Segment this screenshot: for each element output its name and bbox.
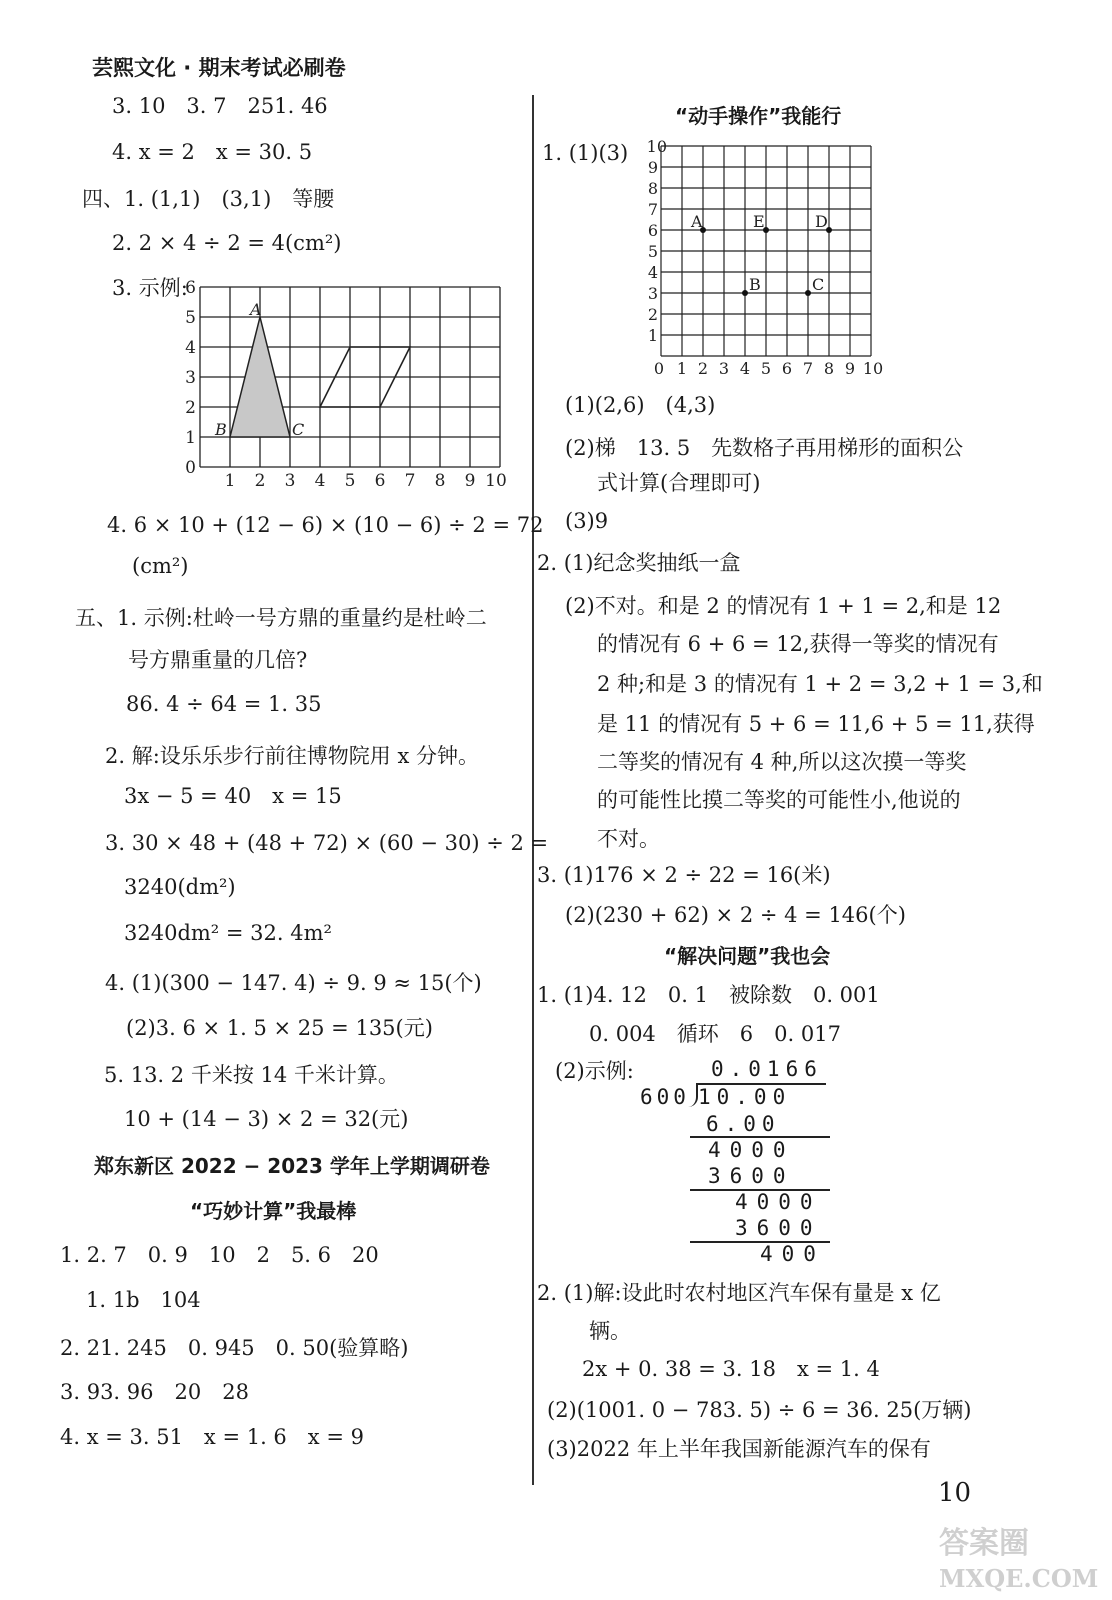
y-tick: 4 xyxy=(647,263,658,282)
answer-line: 的可能性比摸二等奖的可能性小,他说的 xyxy=(597,788,961,812)
y-tick: 1 xyxy=(185,428,196,448)
answer-line: 3. (1)176 × 2 ÷ 22 = 16(米) xyxy=(537,863,831,887)
point-label: E xyxy=(753,212,765,231)
point-label: D xyxy=(815,212,828,231)
division-step: 400 xyxy=(760,1242,825,1266)
x-tick: 2 xyxy=(254,471,266,491)
answer-line: 2. 解:设乐乐步行前往博物院用 x 分钟。 xyxy=(105,744,479,768)
answer-line: (3)2022 年上半年我国新能源汽车的保有 xyxy=(547,1437,931,1461)
answer-line: 3. 10 3. 7 251. 46 xyxy=(112,94,328,118)
x-tick: 1 xyxy=(224,471,236,491)
point-label: C xyxy=(812,275,825,294)
x-tick: 6 xyxy=(374,471,386,491)
long-division xyxy=(640,1055,840,1270)
section-title: 郑东新区 2022 − 2023 学年上学期调研卷 xyxy=(94,1154,490,1178)
answer-line: 3240dm² = 32. 4m² xyxy=(124,921,332,945)
division-step: 10.00 xyxy=(698,1085,792,1109)
division-step: 4000 xyxy=(708,1138,795,1162)
y-tick: 3 xyxy=(647,284,658,303)
answer-line: 四、1. (1,1) (3,1) 等腰 xyxy=(82,187,335,211)
y-tick: 2 xyxy=(185,398,196,418)
divisor: 600 xyxy=(640,1085,690,1109)
answer-line: 2. 21. 245 0. 945 0. 50(验算略) xyxy=(60,1336,409,1360)
answer-line: 号方鼎重量的几倍? xyxy=(128,648,308,672)
answer-line: 4. (1)(300 − 147. 4) ÷ 9. 9 ≈ 15(个) xyxy=(105,971,482,995)
x-tick: 5 xyxy=(344,471,356,491)
answer-line: 1. 1b 104 xyxy=(86,1288,201,1312)
x-tick: 8 xyxy=(823,359,835,378)
answer-line: 2. (1)纪念奖抽纸一盒 xyxy=(537,551,741,575)
y-tick: 1 xyxy=(647,326,658,345)
coordinate-grid-2 xyxy=(645,135,890,380)
answer-line: 2x + 0. 38 = 3. 18 x = 1. 4 xyxy=(582,1357,880,1381)
x-tick: 0 xyxy=(653,359,665,378)
answer-line: 1. (1)(3) xyxy=(542,141,629,165)
answer-line: 3. 93. 96 20 28 xyxy=(60,1380,249,1404)
answer-line: 10 + (14 − 3) × 2 = 32(元) xyxy=(124,1107,409,1131)
watermark-text: 答案圈 xyxy=(939,1526,1029,1561)
point-label: B xyxy=(749,275,761,294)
answer-line: 式计算(合理即可) xyxy=(597,471,761,495)
answer-line: 二等奖的情况有 4 种,所以这次摸一等奖 xyxy=(597,750,967,774)
x-tick: 5 xyxy=(760,359,772,378)
y-tick: 10 xyxy=(646,137,667,156)
x-tick: 9 xyxy=(844,359,856,378)
answer-line: 五、1. 示例:杜岭一号方鼎的重量约是杜岭二 xyxy=(75,606,487,630)
section-title: “动手操作”我能行 xyxy=(675,104,842,128)
answer-line: 3. 示例: xyxy=(112,276,188,300)
division-step: 3600 xyxy=(708,1164,795,1188)
answer-line: 4. x = 2 x = 30. 5 xyxy=(112,140,313,164)
answer-line: 86. 4 ÷ 64 = 1. 35 xyxy=(126,692,322,716)
page-number: 10 xyxy=(938,1478,972,1508)
quotient: 0.0166 xyxy=(711,1057,823,1081)
page-header: 芸熙文化 · 期末考试必刷卷 xyxy=(92,56,346,80)
x-tick: 10 xyxy=(862,359,884,378)
answer-line: 2. 2 × 4 ÷ 2 = 4(cm²) xyxy=(112,231,342,255)
y-tick: 2 xyxy=(647,305,658,324)
answer-line: 0. 004 循环 6 0. 017 xyxy=(589,1022,841,1046)
division-step: 3600 xyxy=(735,1216,822,1240)
x-tick: 6 xyxy=(781,359,793,378)
x-tick: 4 xyxy=(739,359,751,378)
answer-line: 辆。 xyxy=(589,1319,631,1343)
watermark-url: MXQE.COM xyxy=(939,1564,1099,1593)
answer-line: (3)9 xyxy=(565,509,609,533)
answer-line: 5. 13. 2 千米按 14 千米计算。 xyxy=(104,1063,399,1087)
x-tick: 2 xyxy=(697,359,709,378)
y-tick: 8 xyxy=(647,179,658,198)
y-tick: 6 xyxy=(185,278,196,298)
answer-line: (2)3. 6 × 1. 5 × 25 = 135(元) xyxy=(126,1016,433,1040)
x-tick: 10 xyxy=(485,471,507,491)
point-c xyxy=(805,290,811,296)
point-label: B xyxy=(215,420,227,439)
coordinate-grid-1 xyxy=(170,275,515,495)
x-tick: 3 xyxy=(284,471,296,491)
point-b xyxy=(742,290,748,296)
answer-line: 是 11 的情况有 5 + 6 = 11,6 + 5 = 11,获得 xyxy=(597,712,1035,736)
section-title: “巧妙计算”我最棒 xyxy=(190,1199,357,1223)
y-tick: 9 xyxy=(647,158,658,177)
y-tick: 7 xyxy=(647,200,658,219)
answer-line: (2)(1001. 0 − 783. 5) ÷ 6 = 36. 25(万辆) xyxy=(547,1398,972,1422)
answer-line: (2)梯 13. 5 先数格子再用梯形的面积公 xyxy=(565,436,964,460)
answer-line: (cm²) xyxy=(132,554,189,578)
y-tick: 4 xyxy=(185,338,196,358)
x-tick: 9 xyxy=(464,471,476,491)
column-divider xyxy=(532,95,534,1485)
answer-line: (2)不对。和是 2 的情况有 1 + 1 = 2,和是 12 xyxy=(565,594,1002,618)
answer-line: 4. 6 × 10 + (12 − 6) × (10 − 6) ÷ 2 = 72 xyxy=(107,513,544,537)
x-tick: 4 xyxy=(314,471,326,491)
answer-line: 3. 30 × 48 + (48 + 72) × (60 − 30) ÷ 2 = xyxy=(105,831,549,855)
y-tick: 3 xyxy=(185,368,196,388)
answer-line: 1. (1)4. 12 0. 1 被除数 0. 001 xyxy=(537,983,880,1007)
x-tick: 1 xyxy=(676,359,688,378)
answer-line: 1. 2. 7 0. 9 10 2 5. 6 20 xyxy=(60,1243,379,1267)
x-tick: 7 xyxy=(802,359,814,378)
y-tick: 5 xyxy=(647,242,658,261)
x-tick: 3 xyxy=(718,359,730,378)
answer-line: 2. (1)解:设此时农村地区汽车保有量是 x 亿 xyxy=(537,1281,941,1305)
watermark-logo xyxy=(935,1515,1105,1595)
section-title: “解决问题”我也会 xyxy=(664,944,831,968)
answer-line: (2)(230 + 62) × 2 ÷ 4 = 146(个) xyxy=(565,903,906,927)
answer-line: (1)(2,6) (4,3) xyxy=(565,393,716,417)
y-tick: 5 xyxy=(185,308,196,328)
x-tick: 8 xyxy=(434,471,446,491)
division-step: 4000 xyxy=(735,1190,822,1214)
answer-line: 2 种;和是 3 的情况有 1 + 2 = 3,2 + 1 = 3,和 xyxy=(597,672,1043,696)
answer-line: 3240(dm²) xyxy=(124,875,236,899)
answer-line: 的情况有 6 + 6 = 12,获得一等奖的情况有 xyxy=(597,632,999,656)
point-label: A xyxy=(691,212,703,231)
answer-line: 4. x = 3. 51 x = 1. 6 x = 9 xyxy=(60,1425,364,1449)
point-label: C xyxy=(292,420,305,439)
x-tick: 7 xyxy=(404,471,416,491)
point-label: A xyxy=(250,300,262,319)
answer-line: (2)示例: xyxy=(555,1059,634,1083)
y-tick: 6 xyxy=(647,221,658,240)
division-step: 6.00 xyxy=(706,1112,781,1136)
answer-line: 3x − 5 = 40 x = 15 xyxy=(124,784,342,808)
answer-line: 不对。 xyxy=(597,827,660,851)
y-tick: 0 xyxy=(185,458,196,478)
